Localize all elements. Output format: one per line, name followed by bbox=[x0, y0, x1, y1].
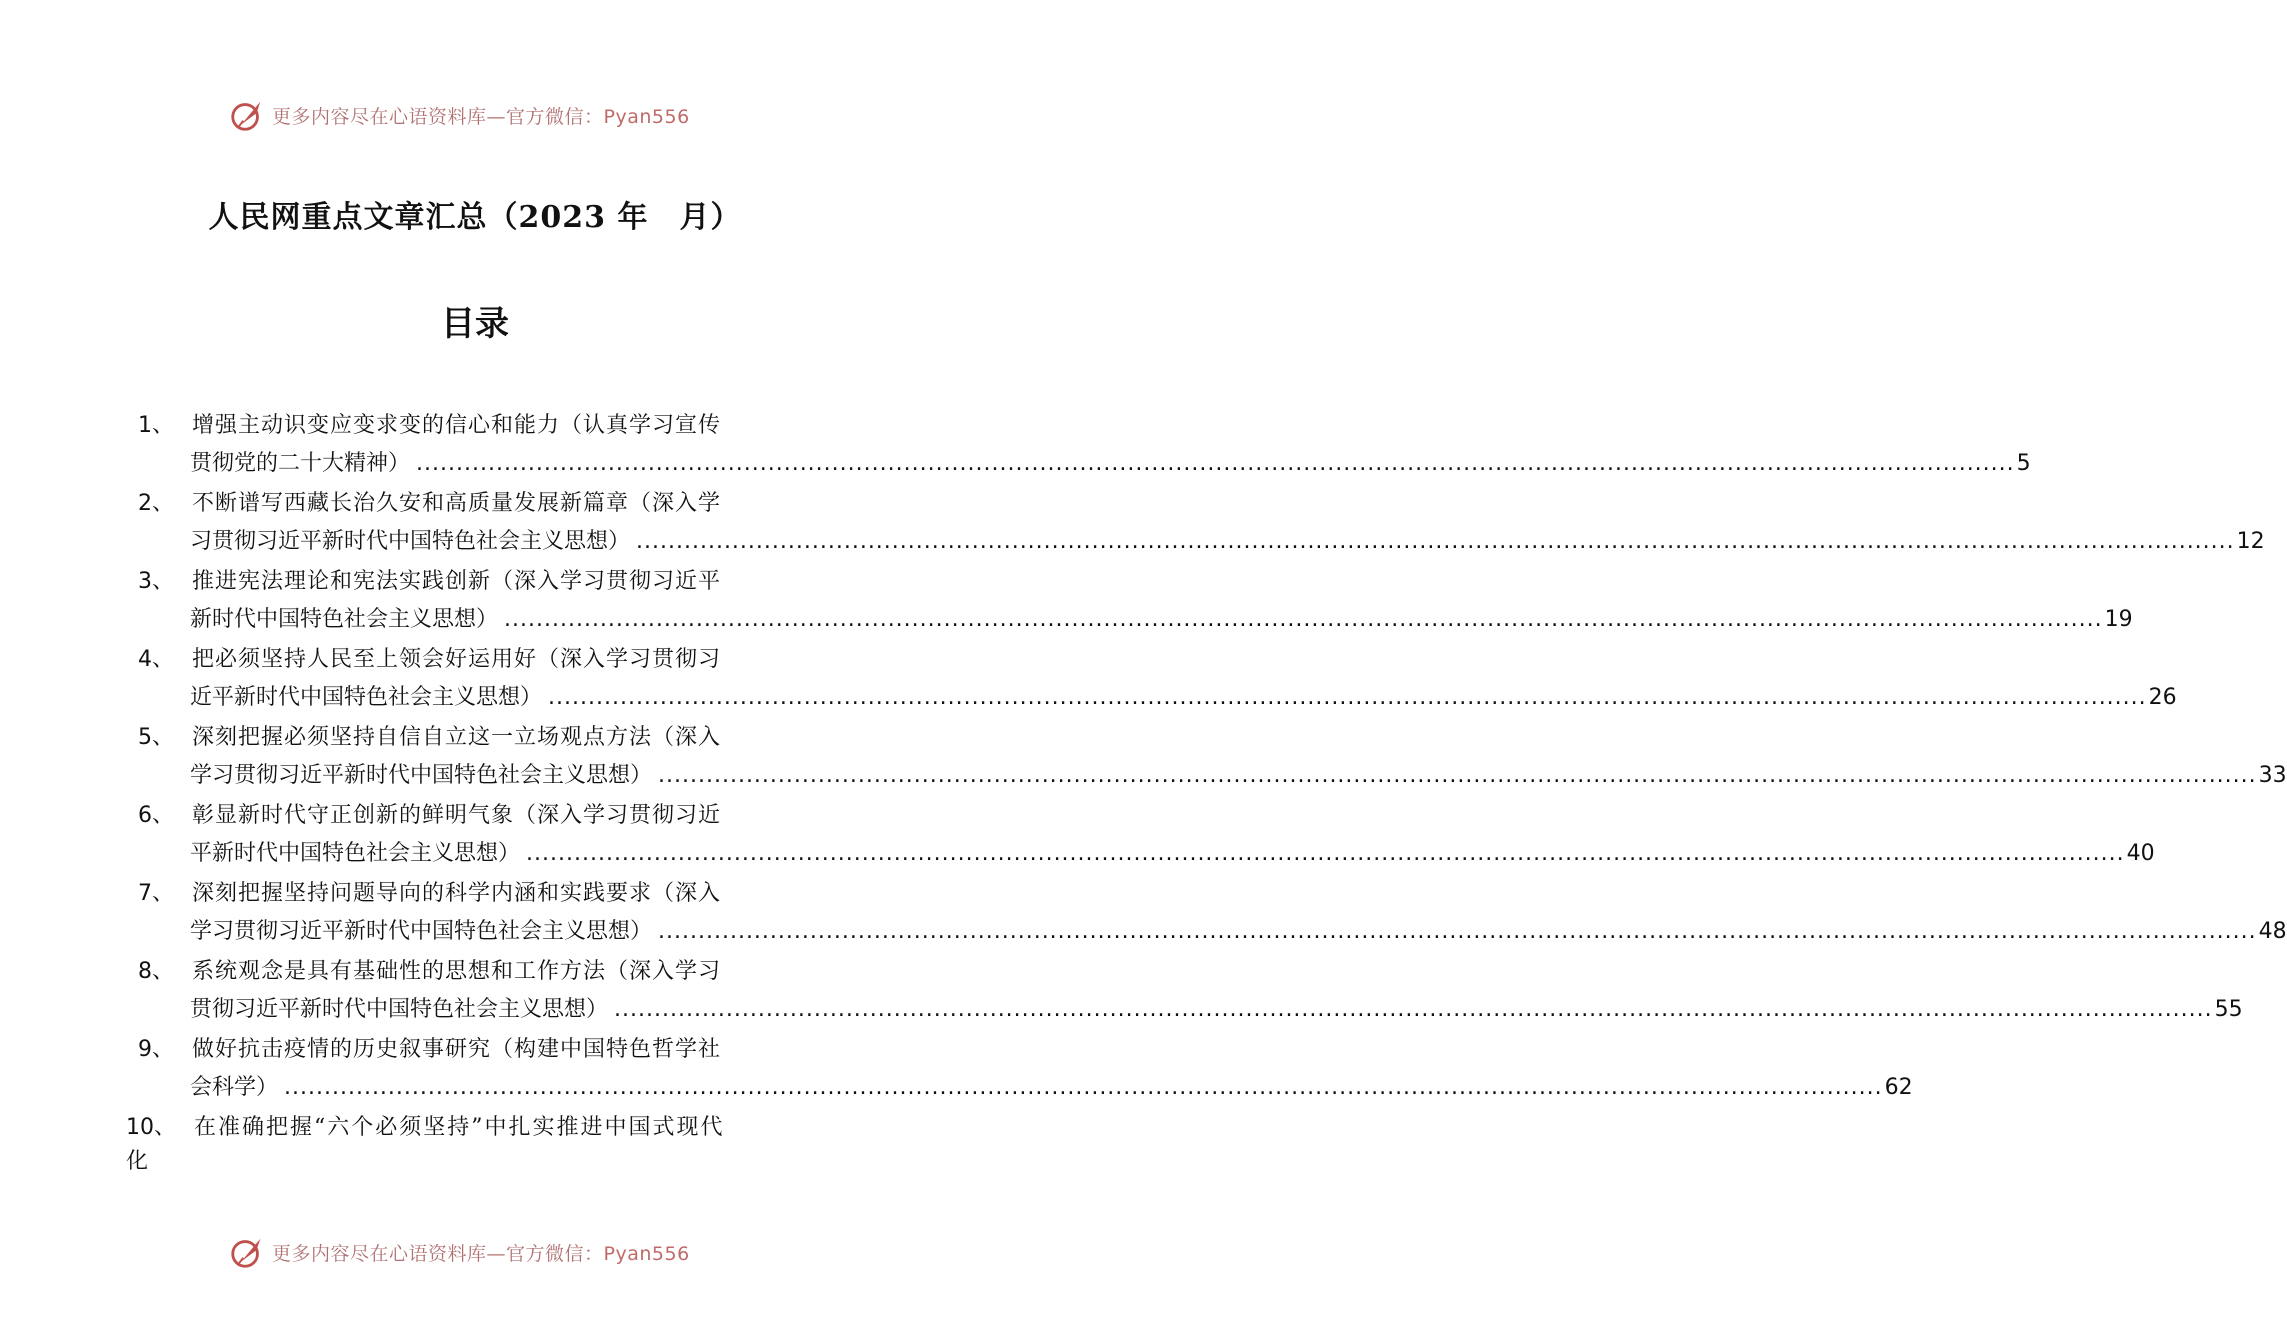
toc-leader-dots: ........................................................................................................................................................................................................ bbox=[416, 451, 2015, 476]
toc-entry-7[interactable] bbox=[0, 875, 2287, 953]
toc-page-number: 19 bbox=[2104, 607, 2133, 632]
toc-entry-8[interactable] bbox=[0, 953, 2243, 1031]
toc-entry-title-cont bbox=[190, 835, 2155, 873]
toc-entry-number: 7、 bbox=[138, 881, 174, 906]
toc-entry-title-wrap: 会科学） bbox=[190, 1075, 279, 1100]
toc-page-number: 62 bbox=[1884, 1075, 1913, 1100]
toc-entry-title-wrap: 平新时代中国特色社会主义思想） bbox=[190, 841, 521, 866]
toc-entry-title-cont bbox=[190, 991, 2243, 1029]
toc-leader-dots: ........................................................................................................................................................................................................ bbox=[636, 529, 2235, 554]
watermark-text: 更多内容尽在心语资料库—官方微信：Pyan556 bbox=[272, 105, 690, 128]
toc-entry-number: 9、 bbox=[138, 1037, 174, 1062]
toc-entry-number: 3、 bbox=[138, 569, 174, 594]
toc-entry-title-cont bbox=[190, 757, 2287, 795]
toc-entry-title-wrap: 学习贯彻习近平新时代中国特色社会主义思想） bbox=[190, 919, 653, 944]
toc-entry-title: 彰显新时代守正创新的鲜明气象（深入学习贯彻习近 bbox=[192, 803, 722, 828]
toc-page-number: 5 bbox=[2016, 451, 2031, 476]
toc-entry-9[interactable] bbox=[0, 1031, 1913, 1109]
toc-page-number: 40 bbox=[2126, 841, 2155, 866]
toc-page-number: 55 bbox=[2214, 997, 2243, 1022]
toc-leader-dots: ........................................................................................................................................................................................................ bbox=[548, 685, 2147, 710]
toc-leader-dots: ........................................................................................................................................................................................................ bbox=[658, 919, 2257, 944]
toc-entry-title: 做好抗击疫情的历史叙事研究（构建中国特色哲学社 bbox=[192, 1037, 722, 1062]
toc-entry-title: 深刻把握必须坚持自信自立这一立场观点方法（深入 bbox=[192, 725, 722, 750]
header-watermark bbox=[228, 95, 690, 135]
toc-entry-title: 不断谱写西藏长治久安和高质量发展新篇章（深入学 bbox=[192, 491, 722, 516]
toc-entry-title-wrap: 习贯彻习近平新时代中国特色社会主义思想） bbox=[190, 529, 631, 554]
toc-entry-number: 8、 bbox=[138, 959, 174, 984]
toc-heading: 目录 bbox=[441, 304, 509, 344]
toc-entry-number: 10、 bbox=[126, 1115, 176, 1140]
toc-page-number: 48 bbox=[2258, 919, 2287, 944]
toc-entry-1[interactable] bbox=[0, 407, 2031, 485]
toc-entry-title-cont bbox=[190, 445, 2031, 483]
toc-entry-4[interactable] bbox=[0, 641, 2177, 719]
toc-entry-title: 增强主动识变应变求变的信心和能力（认真学习宣传 bbox=[192, 413, 722, 438]
toc-entry-title-wrap: 近平新时代中国特色社会主义思想） bbox=[190, 685, 543, 710]
toc-entry-title-cont bbox=[190, 601, 2133, 639]
watermark-text: 更多内容尽在心语资料库—官方微信：Pyan556 bbox=[272, 1242, 690, 1265]
toc-entry-title-cont bbox=[190, 523, 2265, 561]
toc-leader-dots: ........................................................................................................................................................................................................ bbox=[284, 1075, 1883, 1100]
document-title: 人民网重点文章汇总（2023 年 月） bbox=[208, 200, 742, 235]
toc-page-number: 12 bbox=[2236, 529, 2265, 554]
toc-entry-number: 4、 bbox=[138, 647, 174, 672]
toc-page-number: 26 bbox=[2148, 685, 2177, 710]
toc-entry-10[interactable] bbox=[0, 1109, 950, 1187]
toc-leader-dots: ........................................................................................................................................................................................................ bbox=[658, 763, 2257, 788]
toc-entry-title-cont bbox=[190, 913, 2287, 951]
toc-entry-2[interactable] bbox=[0, 485, 2265, 563]
toc-entry-number: 6、 bbox=[138, 803, 174, 828]
toc-entry-title: 系统观念是具有基础性的思想和工作方法（深入学习 bbox=[192, 959, 722, 984]
toc-entry-title: 推进宪法理论和宪法实践创新（深入学习贯彻习近平 bbox=[192, 569, 722, 594]
toc-entry-title-wrap: 化 bbox=[126, 1149, 149, 1174]
toc-leader-dots: ........................................................................................................................................................................................................ bbox=[614, 997, 2213, 1022]
toc-entry-3[interactable] bbox=[0, 563, 2133, 641]
toc-entry-number: 2、 bbox=[138, 491, 174, 516]
toc-entry-number: 1、 bbox=[138, 413, 174, 438]
footer-watermark bbox=[228, 1232, 690, 1272]
toc-entry-title: 把必须坚持人民至上领会好运用好（深入学习贯彻习 bbox=[192, 647, 722, 672]
toc-entry-title: 在准确把握“六个必须坚持”中扎实推进中国式现代 bbox=[194, 1115, 725, 1140]
toc-entry-title: 深刻把握坚持问题导向的科学内涵和实践要求（深入 bbox=[192, 881, 722, 906]
quill-logo-icon bbox=[228, 96, 266, 134]
toc-entry-title-wrap: 学习贯彻习近平新时代中国特色社会主义思想） bbox=[190, 763, 653, 788]
toc-entry-5[interactable] bbox=[0, 719, 2287, 797]
toc-entry-title-wrap: 新时代中国特色社会主义思想） bbox=[190, 607, 499, 632]
toc-leader-dots: ........................................................................................................................................................................................................ bbox=[526, 841, 2125, 866]
table-of-contents bbox=[0, 407, 2287, 1187]
toc-entry-number: 5、 bbox=[138, 725, 174, 750]
toc-entry-title-cont bbox=[190, 1069, 1913, 1107]
toc-page-number: 33 bbox=[2258, 763, 2287, 788]
quill-logo-icon bbox=[228, 1233, 266, 1271]
toc-leader-dots: ........................................................................................................................................................................................................ bbox=[504, 607, 2103, 632]
toc-entry-6[interactable] bbox=[0, 797, 2155, 875]
toc-entry-title-wrap: 贯彻习近平新时代中国特色社会主义思想） bbox=[190, 997, 609, 1022]
toc-entry-title-wrap: 贯彻党的二十大精神） bbox=[190, 451, 411, 476]
toc-entry-title-cont bbox=[190, 679, 2177, 717]
